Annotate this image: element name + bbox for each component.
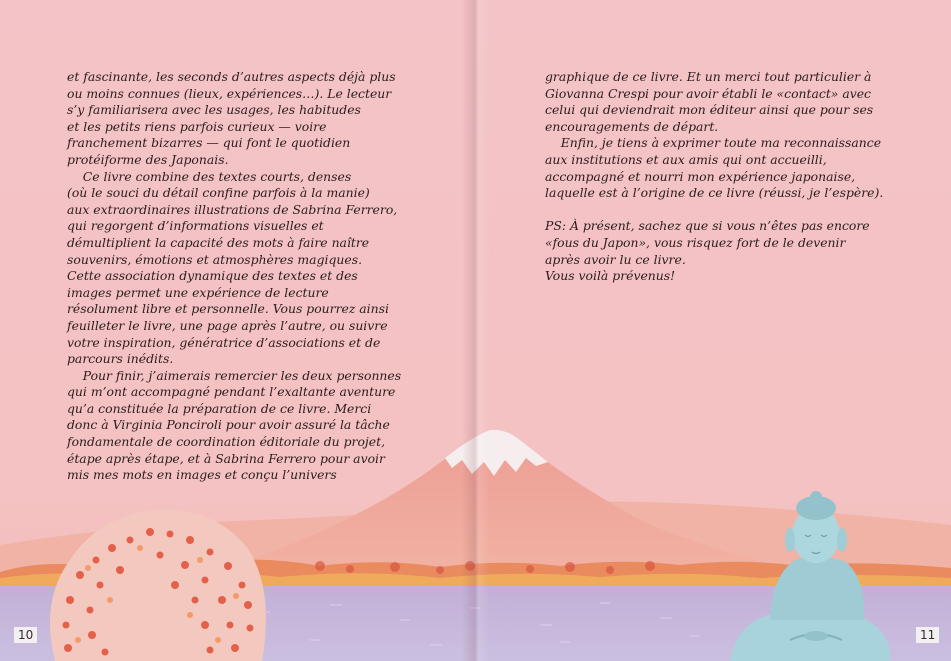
text-line: Enfin, je tiens à exprimer toute ma reconnaissance	[545, 135, 882, 151]
text-line: qui m’ont accompagné pendant l’exaltante aventure	[67, 384, 396, 400]
text-line: donc à Virginia Ponciroli pour avoir assuré la tâche	[67, 417, 390, 433]
text-line: fondamentale de coordination éditoriale du projet,	[67, 434, 386, 450]
text-line: feuilleter le livre, une page après l’autre, ou suivre	[67, 317, 388, 333]
text-line: souvenirs, émotions et atmosphères magiques.	[67, 251, 363, 267]
right-page-text	[545, 69, 905, 285]
text-line: et les petits riens parfois curieux — voire	[67, 118, 327, 134]
text-line: aux extraordinaires illustrations de Sabrina Ferrero,	[67, 201, 398, 217]
text-line: étape après étape, et à Sabrina Ferrero pour avoir	[67, 450, 385, 466]
text-line: graphique de ce livre. Et un merci tout particulier à	[545, 69, 872, 84]
page-number-right: 11	[916, 627, 939, 643]
text-line: Pour finir, j’aimerais remercier les deux personnes	[67, 367, 402, 383]
text-line: Giovanna Crespi pour avoir établi le «contact» avec	[545, 85, 871, 101]
text-line: (où le souci du détail confine parfois à la manie)	[67, 185, 370, 201]
page-number-left: 10	[14, 627, 37, 643]
text-line: laquelle est à l’origine de ce livre (réussi, je l’espère).	[545, 185, 884, 201]
text-line: parcours inédits.	[67, 351, 174, 367]
left-page-text	[67, 69, 419, 484]
text-line: protéiforme des Japonais.	[67, 151, 229, 167]
text-line: aux institutions et aux amis qui ont accueilli,	[545, 151, 827, 167]
text-line: qui regorgent d’informations visuelles et	[67, 218, 324, 234]
text-line: après avoir lu ce livre.	[545, 251, 686, 267]
text-line: PS: À présent, sachez que si vous n’êtes pas encore	[545, 218, 870, 234]
text-line: franchement bizarres — qui font le quotidien	[67, 135, 351, 151]
text-line: Ce livre combine des textes courts, denses	[67, 168, 352, 184]
text-line: «fous du Japon», vous risquez fort de le devenir	[545, 234, 846, 250]
text-line: Vous voilà prévenus!	[545, 268, 676, 284]
text-line: accompagné et nourri mon expérience japonaise,	[545, 168, 856, 184]
text-line: celui qui deviendrait mon éditeur ainsi que pour ses	[545, 102, 874, 118]
text-line: votre inspiration, génératrice d’associations et de	[67, 334, 381, 350]
text-line	[545, 202, 905, 219]
book-gutter	[462, 0, 490, 661]
text-line: ou moins connues (lieux, expériences…). Le lecteur	[67, 85, 392, 101]
text-line: images permet une expérience de lecture	[67, 284, 329, 300]
text-line: Cette association dynamique des textes et des	[67, 268, 358, 284]
text-line: mis mes mots en images et conçu l’univers	[67, 467, 337, 483]
text-line: résolument libre et personnelle. Vous pourrez ainsi	[67, 301, 389, 317]
text-line: encouragements de départ.	[545, 118, 719, 134]
text-line: s’y familiarisera avec les usages, les habitudes	[67, 102, 361, 118]
text-line: qu’a constituée la préparation de ce livre. Merci	[67, 400, 372, 416]
text-line: démultiplient la capacité des mots à faire naître	[67, 234, 370, 250]
text-line: et fascinante, les seconds d’autres aspects déjà plus	[67, 69, 396, 84]
